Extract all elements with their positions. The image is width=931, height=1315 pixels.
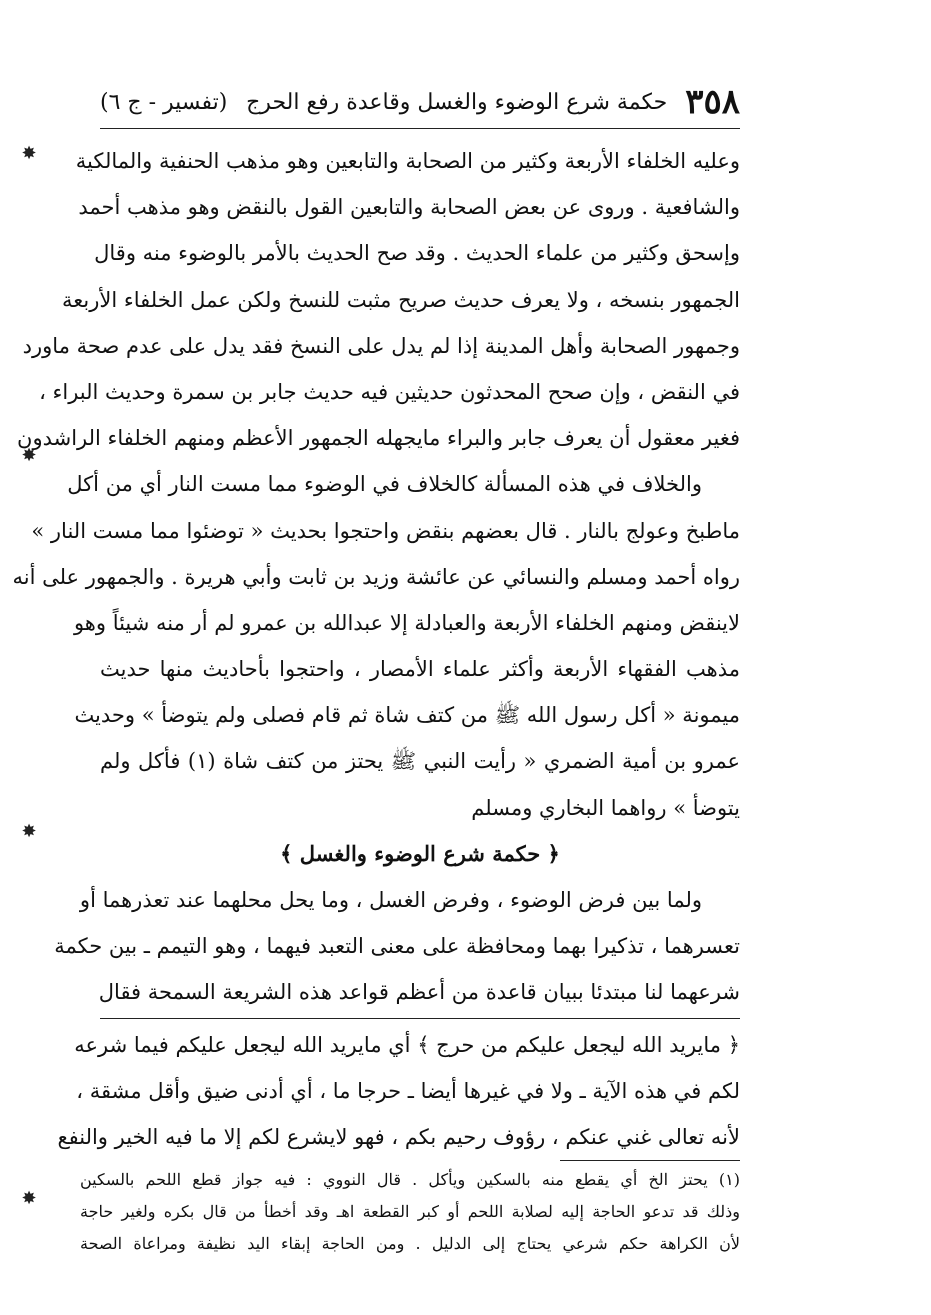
- ink-blot-icon: ✸: [21, 445, 37, 466]
- text-line: ﴿ مايريد الله ليجعل عليكم من حرج ﴾ أي مايريد الله ليجعل عليكم فيما شرعه: [74, 1033, 740, 1057]
- footnote-line: (١) يحتز الخ أي يقطع منه بالسكين ويأكل . قال النووي : فيه جواز قطع اللحم بالسكين: [80, 1170, 740, 1189]
- text-line: عمرو بن أمية الضمري « رأيت النبي ﷺ يحتز من كتف شاة (١) فأكل ولم: [100, 749, 740, 774]
- text-line: والخلاف في هذه المسألة كالخلاف في الوضوء مما مست النار أي من أكل: [67, 472, 702, 497]
- running-title: حكمة شرع الوضوء والغسل وقاعدة رفع الحرج: [246, 89, 668, 115]
- header-rule: [100, 128, 740, 129]
- footnote-line: لأن الكراهة حكم شرعي يحتاج إلى الدليل . ومن الحاجة إبقاء اليد نظيفة ومراعاة الصحة: [80, 1234, 740, 1253]
- footnote-rule: [560, 1160, 740, 1161]
- page-header: [100, 78, 740, 126]
- page-number: ٣٥٨: [685, 82, 740, 122]
- text-line: ولما بين فرض الوضوء ، وفرض الغسل ، وما يحل محلهما عند تعذرهما أو: [79, 887, 702, 912]
- text-line: مذهب الفقهاء الأربعة وأكثر علماء الأمصار ، واحتجوا بأحاديث منها حديث: [100, 657, 740, 682]
- volume-label: (تفسير - ج ٦): [100, 89, 228, 115]
- text-line: والشافعية . وروى عن بعض الصحابة والتابعين القول بالنقض وهو مذهب أحمد: [78, 195, 740, 220]
- text-line: وجمهور الصحابة وأهل المدينة إذا لم يدل على النسخ فقد يدل على عدم صحة ماورد: [22, 333, 740, 358]
- body-text: [12, 138, 740, 1015]
- ink-blot-icon: ✸: [21, 1188, 37, 1209]
- verse-rule: [100, 1018, 740, 1019]
- text-line: لكم في هذه الآية ـ ولا في غيرها أيضا ـ حرجا ما ، أي أدنى ضيق وأقل مشقة ،: [76, 1079, 740, 1104]
- text-line: شرعهما لنا مبتدئا ببيان قاعدة من أعظم قواعد هذه الشريعة السمحة فقال: [98, 980, 740, 1005]
- text-line: ميمونة « أكل رسول الله ﷺ من كتف شاة ثم قام فصلى ولم يتوضأ » وحديث: [74, 703, 740, 728]
- ink-blot-icon: ✸: [21, 143, 37, 164]
- text-line: لأنه تعالى غني عنكم ، رؤوف رحيم بكم ، فهو لايشرع لكم إلا ما فيه الخير والنفع: [57, 1125, 740, 1150]
- text-line: وعليه الخلفاء الأربعة وكثير من الصحابة والتابعين وهو مذهب الحنفية والمالكية: [75, 149, 740, 173]
- footnote-line: وذلك قد تدعو الحاجة إليه لصلابة اللحم أو كبر القطعة اهـ وقد أخطأ من قال بكره ولغير حاجة: [80, 1202, 741, 1221]
- text-line: يتوضأ » رواهما البخاري ومسلم: [471, 795, 740, 820]
- ink-blot-icon: ✸: [21, 821, 37, 842]
- section-heading: ﴿ حكمة شرع الوضوء والغسل ﴾: [280, 840, 560, 866]
- text-line: رواه أحمد ومسلم والنسائي عن عائشة وزيد بن ثابت وأبي هريرة . والجمهور على أنه: [12, 564, 740, 589]
- text-line: فغير معقول أن يعرف جابر والبراء مايجهله الجمهور الأعظم ومنهم الخلفاء الراشدون: [17, 426, 740, 451]
- footnotes: [80, 1164, 740, 1260]
- verse-block: [57, 1022, 740, 1161]
- text-line: في النقض ، وإن صحح المحدثون حديثين فيه حديث جابر بن سمرة وحديث البراء ،: [39, 379, 740, 404]
- text-line: تعسرهما ، تذكيرا بهما ومحافظة على معنى التعبد فيهما ، وهو التيمم ـ بين حكمة: [54, 934, 740, 958]
- text-line: وإسحق وكثير من علماء الحديث . وقد صح الحديث بالأمر بالوضوء منه وقال: [94, 241, 740, 266]
- text-line: لاينقض ومنهم الخلفاء الأربعة والعبادلة إلا عبدالله بن عمرو لم أر منه شيئاً وهو: [73, 610, 740, 635]
- text-line: الجمهور بنسخه ، ولا يعرف حديث صريح مثبت للنسخ ولكن عمل الخلفاء الأربعة: [62, 287, 740, 312]
- text-line: ماطبخ وعولج بالنار . قال بعضهم بنقض واحتجوا بحديث « توضئوا مما مست النار »: [31, 518, 740, 543]
